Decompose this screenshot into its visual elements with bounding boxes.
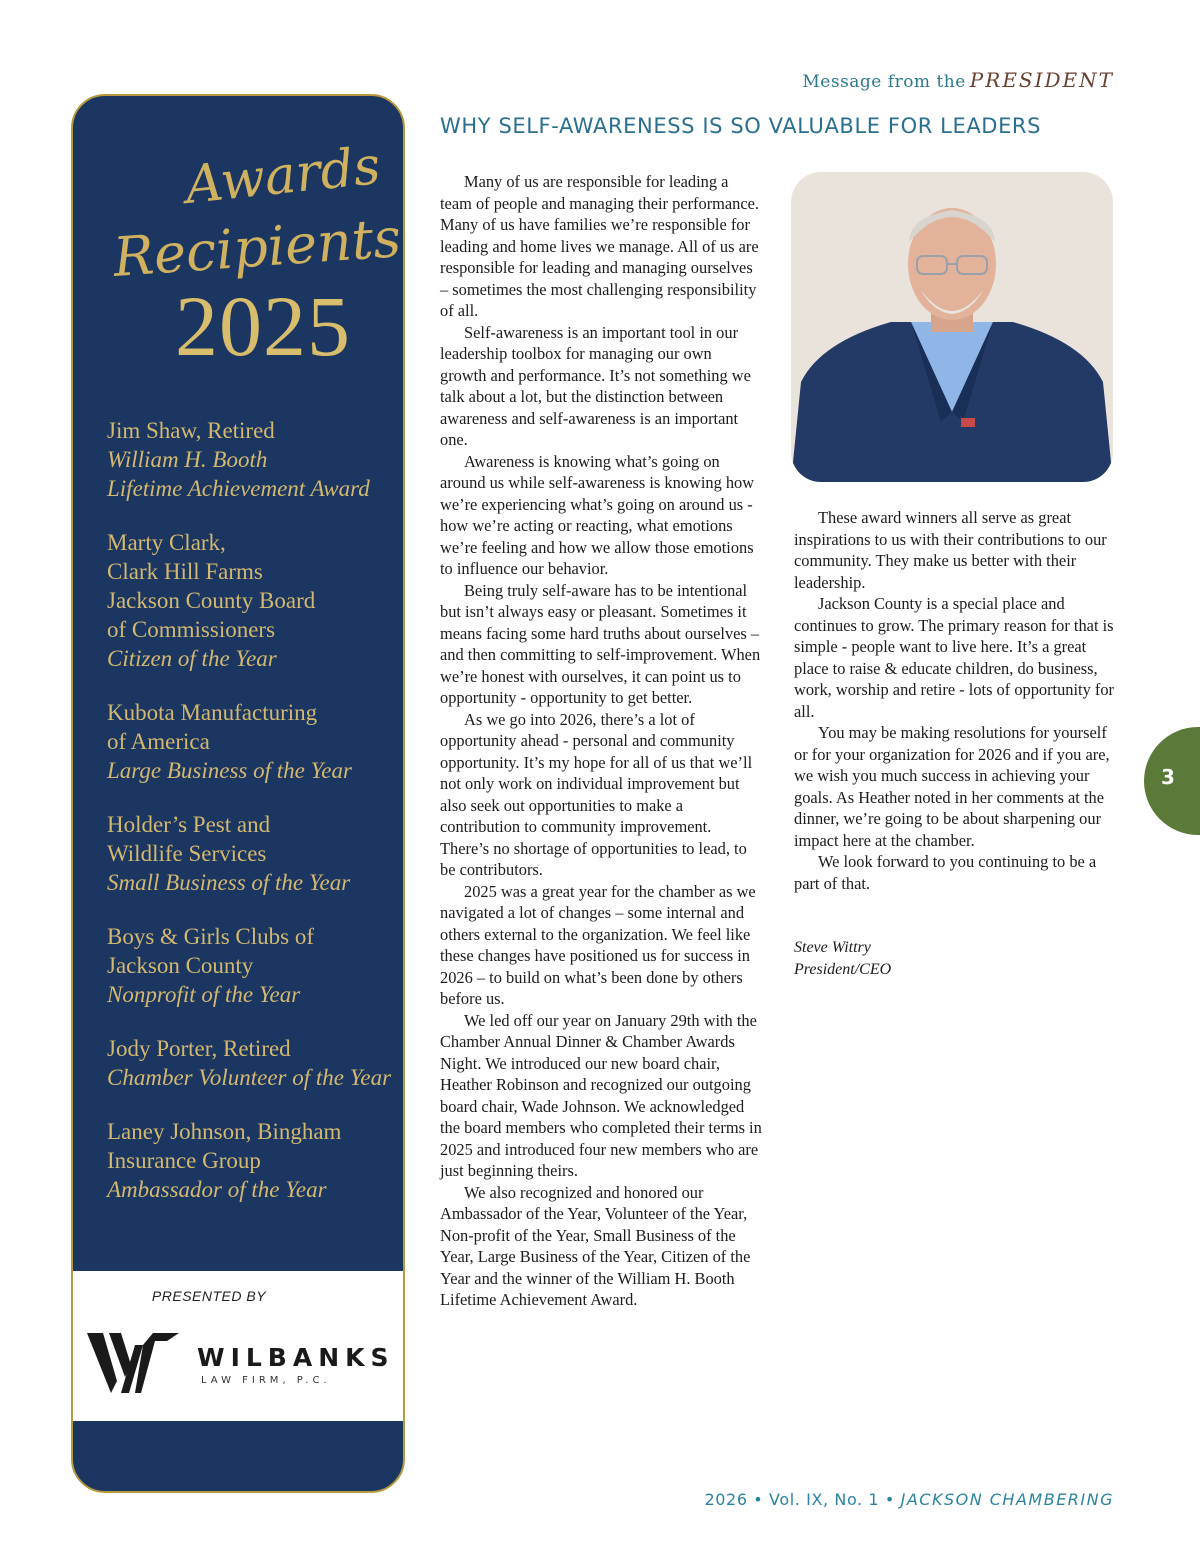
award-title-line: Nonprofit of the Year — [107, 982, 301, 1007]
portrait-image — [791, 172, 1113, 482]
award-entry — [107, 922, 397, 1009]
award-entry — [107, 1117, 397, 1204]
article-paragraph: We also recognized and honored our Ambassador of the Year, Volunteer of the Year, Non-profit of the Year, Small Business of the Year, Large Business of the Year, Citizen of the Year and the winner of the William H. Booth Lifetime Achievement Award. — [440, 1182, 751, 1309]
presented-by-label: PRESENTED BY — [151, 1288, 267, 1304]
award-recipient-line: Marty Clark, — [107, 530, 226, 555]
header-emphasis: PRESIDENT — [969, 68, 1114, 92]
award-recipient-line: of America — [107, 729, 210, 754]
award-title-line: Ambassador of the Year — [107, 1177, 327, 1202]
recipients-script-word: Recipients — [111, 206, 403, 289]
article-paragraph: We led off our year on January 29th with the Chamber Annual Dinner & Chamber Awards Night. We introduced our new board chair, Heather Robinson and recognized our outgoing board chair, Wade Johnson. We acknowledged the board members who completed their terms in 2025 and introduced four new members who are just beginning theirs. — [440, 1010, 762, 1180]
article-column-2 — [794, 507, 1116, 894]
award-entry — [107, 1034, 397, 1092]
award-entry — [107, 528, 397, 673]
award-title-line: Chamber Volunteer of the Year — [107, 1065, 392, 1090]
footer-issue: 2026 • Vol. IX, No. 1 • — [704, 1490, 895, 1509]
award-recipient-line: Jackson County — [107, 953, 254, 978]
awards-heading — [111, 135, 403, 376]
awards-sidebar — [71, 94, 405, 1493]
article-paragraph: 2025 was a great year for the chamber as we navigated a lot of changes – some internal and others external to the organization. We feel like these changes have positioned us for success in 2026 – to build on what’s been done by others before us. — [440, 881, 756, 1008]
award-recipient-line: Jackson County Board — [107, 588, 316, 613]
sponsor-name: WILBANKS — [197, 1343, 395, 1372]
article-paragraph: Jackson County is a special place and continues to grow. The primary reason for that is simple - people want to live here. It’s a great place to raise & educate children, do business, work, worship and retire - lots of opportunity for all. — [794, 594, 1115, 721]
award-recipient-line: Jim Shaw, Retired — [107, 418, 275, 443]
article-paragraph: As we go into 2026, there’s a lot of opportunity ahead - personal and community opportunity. It’s my hope for all of us that we’ll not only work on individual improvement but also seek out opportunities to make a contribution to community improvement. There’s no shortage of opportunities to lead, to be contributors. — [440, 709, 753, 879]
award-recipient-line: Holder’s Pest and — [107, 812, 271, 837]
award-title-line: Citizen of the Year — [107, 646, 277, 671]
awards-script-word: Awards — [182, 135, 384, 217]
wilbanks-w-logo-icon — [87, 1331, 179, 1395]
award-title-line: Small Business of the Year — [107, 870, 351, 895]
page-number: 3 — [1161, 765, 1175, 789]
sponsor-block — [73, 1271, 403, 1421]
award-entry — [107, 810, 397, 897]
article-paragraph: Many of us are responsible for leading a team of people and managing their performance. Many of us have families we’re responsible for leading and home lives we manage. All of us are responsible for leading and managing ourselves – sometimes the most challenging responsibility of all. — [440, 172, 760, 320]
awards-year: 2025 — [175, 278, 351, 374]
award-entry — [107, 416, 397, 503]
award-recipient-line: of Commissioners — [107, 617, 276, 642]
article-title: WHY SELF-AWARENESS IS SO VALUABLE FOR LEADERS — [440, 114, 1042, 138]
sponsor-subtitle: LAW FIRM, P.C. — [201, 1375, 331, 1386]
award-recipient-line: Wildlife Services — [107, 841, 267, 866]
article-paragraph: You may be making resolutions for yourself or for your organization for 2026 and if you are, we wish you much success in achieving your goals. As Heather noted in her comments at the dinner, we’re going to be about sharpening our impact here at the chamber. — [794, 723, 1110, 850]
footer-issue-line — [704, 1490, 1114, 1509]
section-header — [802, 68, 1114, 92]
article-paragraph: We look forward to you continuing to be a part of that. — [794, 852, 1097, 893]
article-paragraph: Being truly self-aware has to be intentional but isn’t always easy or pleasant. Sometimes it means facing some hard truths about ourselves – and then committing to self-improvement. When we’re honest with ourselves, it can point us to opportunity - opportunity to get better. — [440, 580, 761, 707]
award-recipient-line: Clark Hill Farms — [107, 559, 263, 584]
header-prefix: Message from the — [802, 72, 966, 92]
award-recipient-line: Insurance Group — [107, 1148, 261, 1173]
award-recipient-line: Laney Johnson, Bingham — [107, 1119, 342, 1144]
article-paragraph: These award winners all serve as great inspirations to us with their contributions to our community. They make us better with their leadership. — [794, 508, 1107, 592]
award-title-line: Lifetime Achievement Award — [107, 476, 370, 501]
signature-title: President/CEO — [794, 960, 892, 978]
award-recipient-line: Boys & Girls Clubs of — [107, 924, 315, 949]
article-paragraph: Awareness is knowing what’s going on around us while self-awareness is knowing how we’re experiencing what’s going on around us - how we’re acting or reacting, what emotions we’re feeling and how we allow those emotions to influence our behavior. — [440, 451, 755, 578]
award-title-line: Large Business of the Year — [107, 758, 352, 783]
awards-list — [107, 416, 397, 1229]
article-paragraph: Self-awareness is an important tool in our leadership toolbox for managing our own growth and performance. It’s not something we talk about a lot, but the distinction between awareness and self-awareness is an important one. — [440, 322, 751, 449]
award-recipient-line: Kubota Manufacturing — [107, 700, 318, 725]
award-entry — [107, 698, 397, 785]
award-recipient-line: Jody Porter, Retired — [107, 1036, 291, 1061]
article-column-1 — [440, 171, 762, 1311]
president-portrait — [791, 172, 1113, 482]
signature-name: Steve Wittry — [794, 939, 871, 956]
footer-publication: JACKSON CHAMBERING — [900, 1490, 1114, 1509]
award-title-line: William H. Booth — [107, 447, 268, 472]
signature-block — [794, 937, 891, 980]
